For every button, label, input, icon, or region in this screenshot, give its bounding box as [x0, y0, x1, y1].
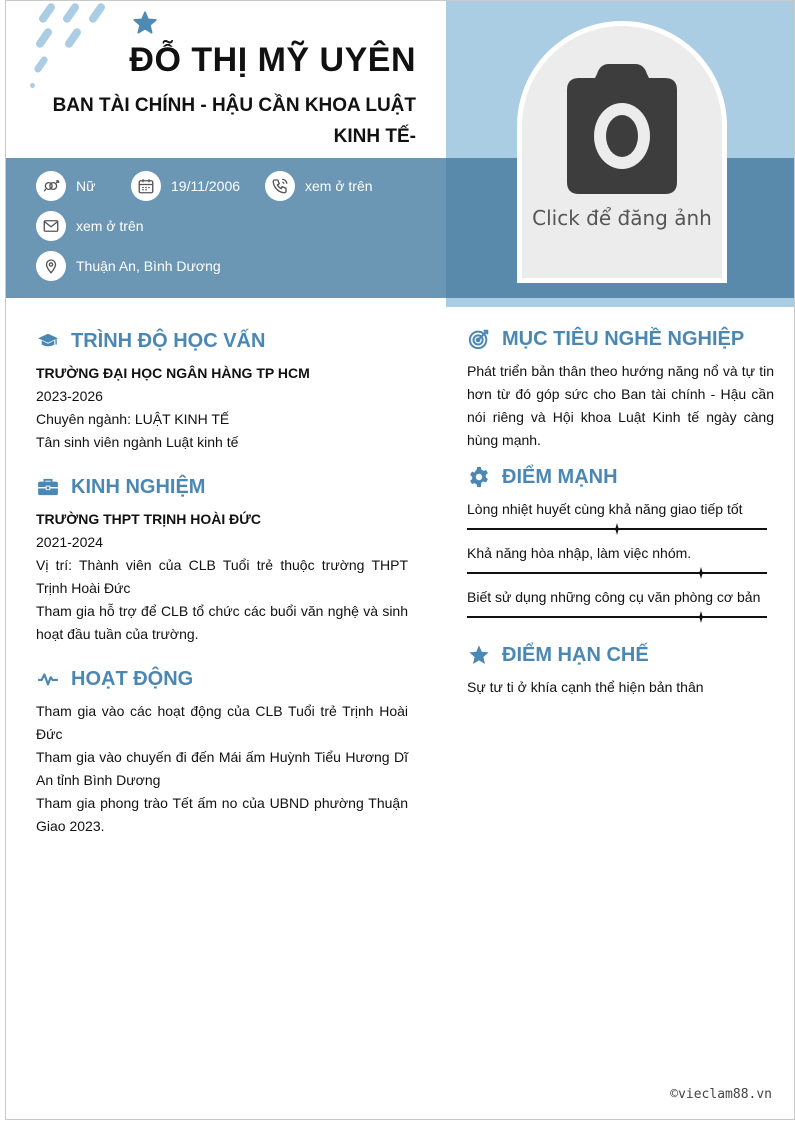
calendar-icon — [131, 171, 161, 201]
header-strip — [446, 298, 795, 307]
education-period[interactable]: 2023-2026 — [36, 388, 103, 404]
activity-item[interactable]: Tham gia phong trào Tết ấm no của UBND phường Thuận Giao 2023. — [36, 795, 408, 834]
objective-heading — [467, 327, 744, 351]
target-icon — [467, 327, 491, 351]
strength-item[interactable]: Biết sử dụng những công cụ văn phòng cơ bản — [467, 589, 761, 605]
weaknesses-heading — [467, 643, 649, 667]
position-line: BAN TÀI CHÍNH - HẬU CẦN KHOA LUẬT — [52, 95, 416, 116]
strengths-title: ĐIỂM MẠNH — [502, 465, 618, 488]
briefcase-icon — [36, 475, 60, 499]
graduation-cap-icon — [36, 329, 60, 353]
education-title: TRÌNH ĐỘ HỌC VẤN — [71, 329, 266, 352]
strength-level-line — [467, 616, 767, 618]
star-icon — [467, 643, 491, 667]
candidate-position[interactable] — [16, 90, 416, 152]
cv-page — [5, 0, 795, 1120]
experience-title: KINH NGHIỆM — [71, 475, 206, 498]
position-line: KINH TẾ- — [333, 126, 416, 147]
camera-icon — [567, 64, 677, 194]
mail-icon — [36, 211, 66, 241]
education-heading — [36, 329, 265, 353]
education-school[interactable]: TRƯỜNG ĐẠI HỌC NGÂN HÀNG TP HCM — [36, 365, 310, 381]
weaknesses-title: ĐIỂM HẠN CHẾ — [502, 643, 649, 666]
gender-icon — [36, 171, 66, 201]
strengths-heading — [467, 465, 618, 489]
location-icon — [36, 251, 66, 281]
strength-level-marker — [611, 523, 623, 535]
phone-icon — [265, 171, 295, 201]
birthday-value: 19/11/2006 — [171, 178, 241, 194]
photo-upload[interactable] — [517, 21, 727, 283]
objective-title: MỤC TIÊU NGHỀ NGHIỆP — [502, 327, 745, 350]
activity-item[interactable]: Tham gia vào các hoạt động của CLB Tuổi trẻ Trịnh Hoài Đức — [36, 703, 408, 742]
education-major[interactable]: Chuyên ngành: LUẬT KINH TẾ — [36, 411, 230, 427]
gender-value: Nữ — [76, 178, 96, 194]
weakness-text[interactable]: Sự tư ti ở khía cạnh thể hiện bản thân — [467, 679, 704, 695]
experience-period[interactable]: 2021-2024 — [36, 534, 103, 550]
experience-desc[interactable]: Tham gia hỗ trợ để CLB tổ chức các buổi văn nghệ và sinh hoạt đầu tuần của trường. — [36, 603, 408, 642]
contact-address[interactable] — [36, 251, 221, 281]
email-value: xem ở trên — [76, 218, 144, 234]
candidate-name[interactable]: ĐỖ THỊ MỸ UYÊN — [129, 41, 416, 79]
activities-title: HOẠT ĐỘNG — [71, 667, 194, 690]
contact-birthday[interactable] — [131, 171, 240, 201]
activity-item[interactable]: Tham gia vào chuyến đi đến Mái ấm Huỳnh Tiểu Hương Dĩ An tỉnh Bình Dương — [36, 749, 408, 788]
gear-icon — [467, 465, 491, 489]
contact-email[interactable] — [36, 211, 144, 241]
experience-org[interactable]: TRƯỜNG THPT TRỊNH HOÀI ĐỨC — [36, 511, 261, 527]
strength-level-line — [467, 572, 767, 574]
strength-item[interactable]: Khả năng hòa nhập, làm việc nhóm. — [467, 545, 692, 561]
education-note[interactable]: Tân sinh viên ngành Luật kinh tế — [36, 434, 239, 450]
footer-watermark: ©vieclam88.vn — [670, 1087, 772, 1102]
address-value: Thuận An, Bình Dương — [76, 258, 221, 274]
phone-value: xem ở trên — [305, 178, 373, 194]
strength-level-marker — [695, 567, 707, 579]
strength-level-marker — [695, 611, 707, 623]
contact-gender[interactable] — [36, 171, 95, 201]
photo-label: Click để đăng ảnh — [532, 206, 712, 230]
activities-heading — [36, 667, 193, 691]
contact-phone[interactable] — [265, 171, 373, 201]
strength-item[interactable]: Lòng nhiệt huyết cùng khả năng giao tiếp tốt — [467, 501, 743, 517]
photo-placeholder — [522, 26, 722, 278]
objective-text[interactable]: Phát triển bản thân theo hướng năng nổ và tự tin hơn từ đó góp sức cho Ban tài chính - Hậu cần nói riêng và Hội khoa Luật Kinh tế ngày càng hùng mạnh. — [467, 363, 774, 448]
pulse-icon — [36, 667, 60, 691]
star-decor-icon — [132, 10, 158, 36]
experience-heading — [36, 475, 205, 499]
experience-desc[interactable]: Vị trí: Thành viên của CLB Tuổi trẻ thuộc trường THPT Trịnh Hoài Đức — [36, 557, 408, 596]
